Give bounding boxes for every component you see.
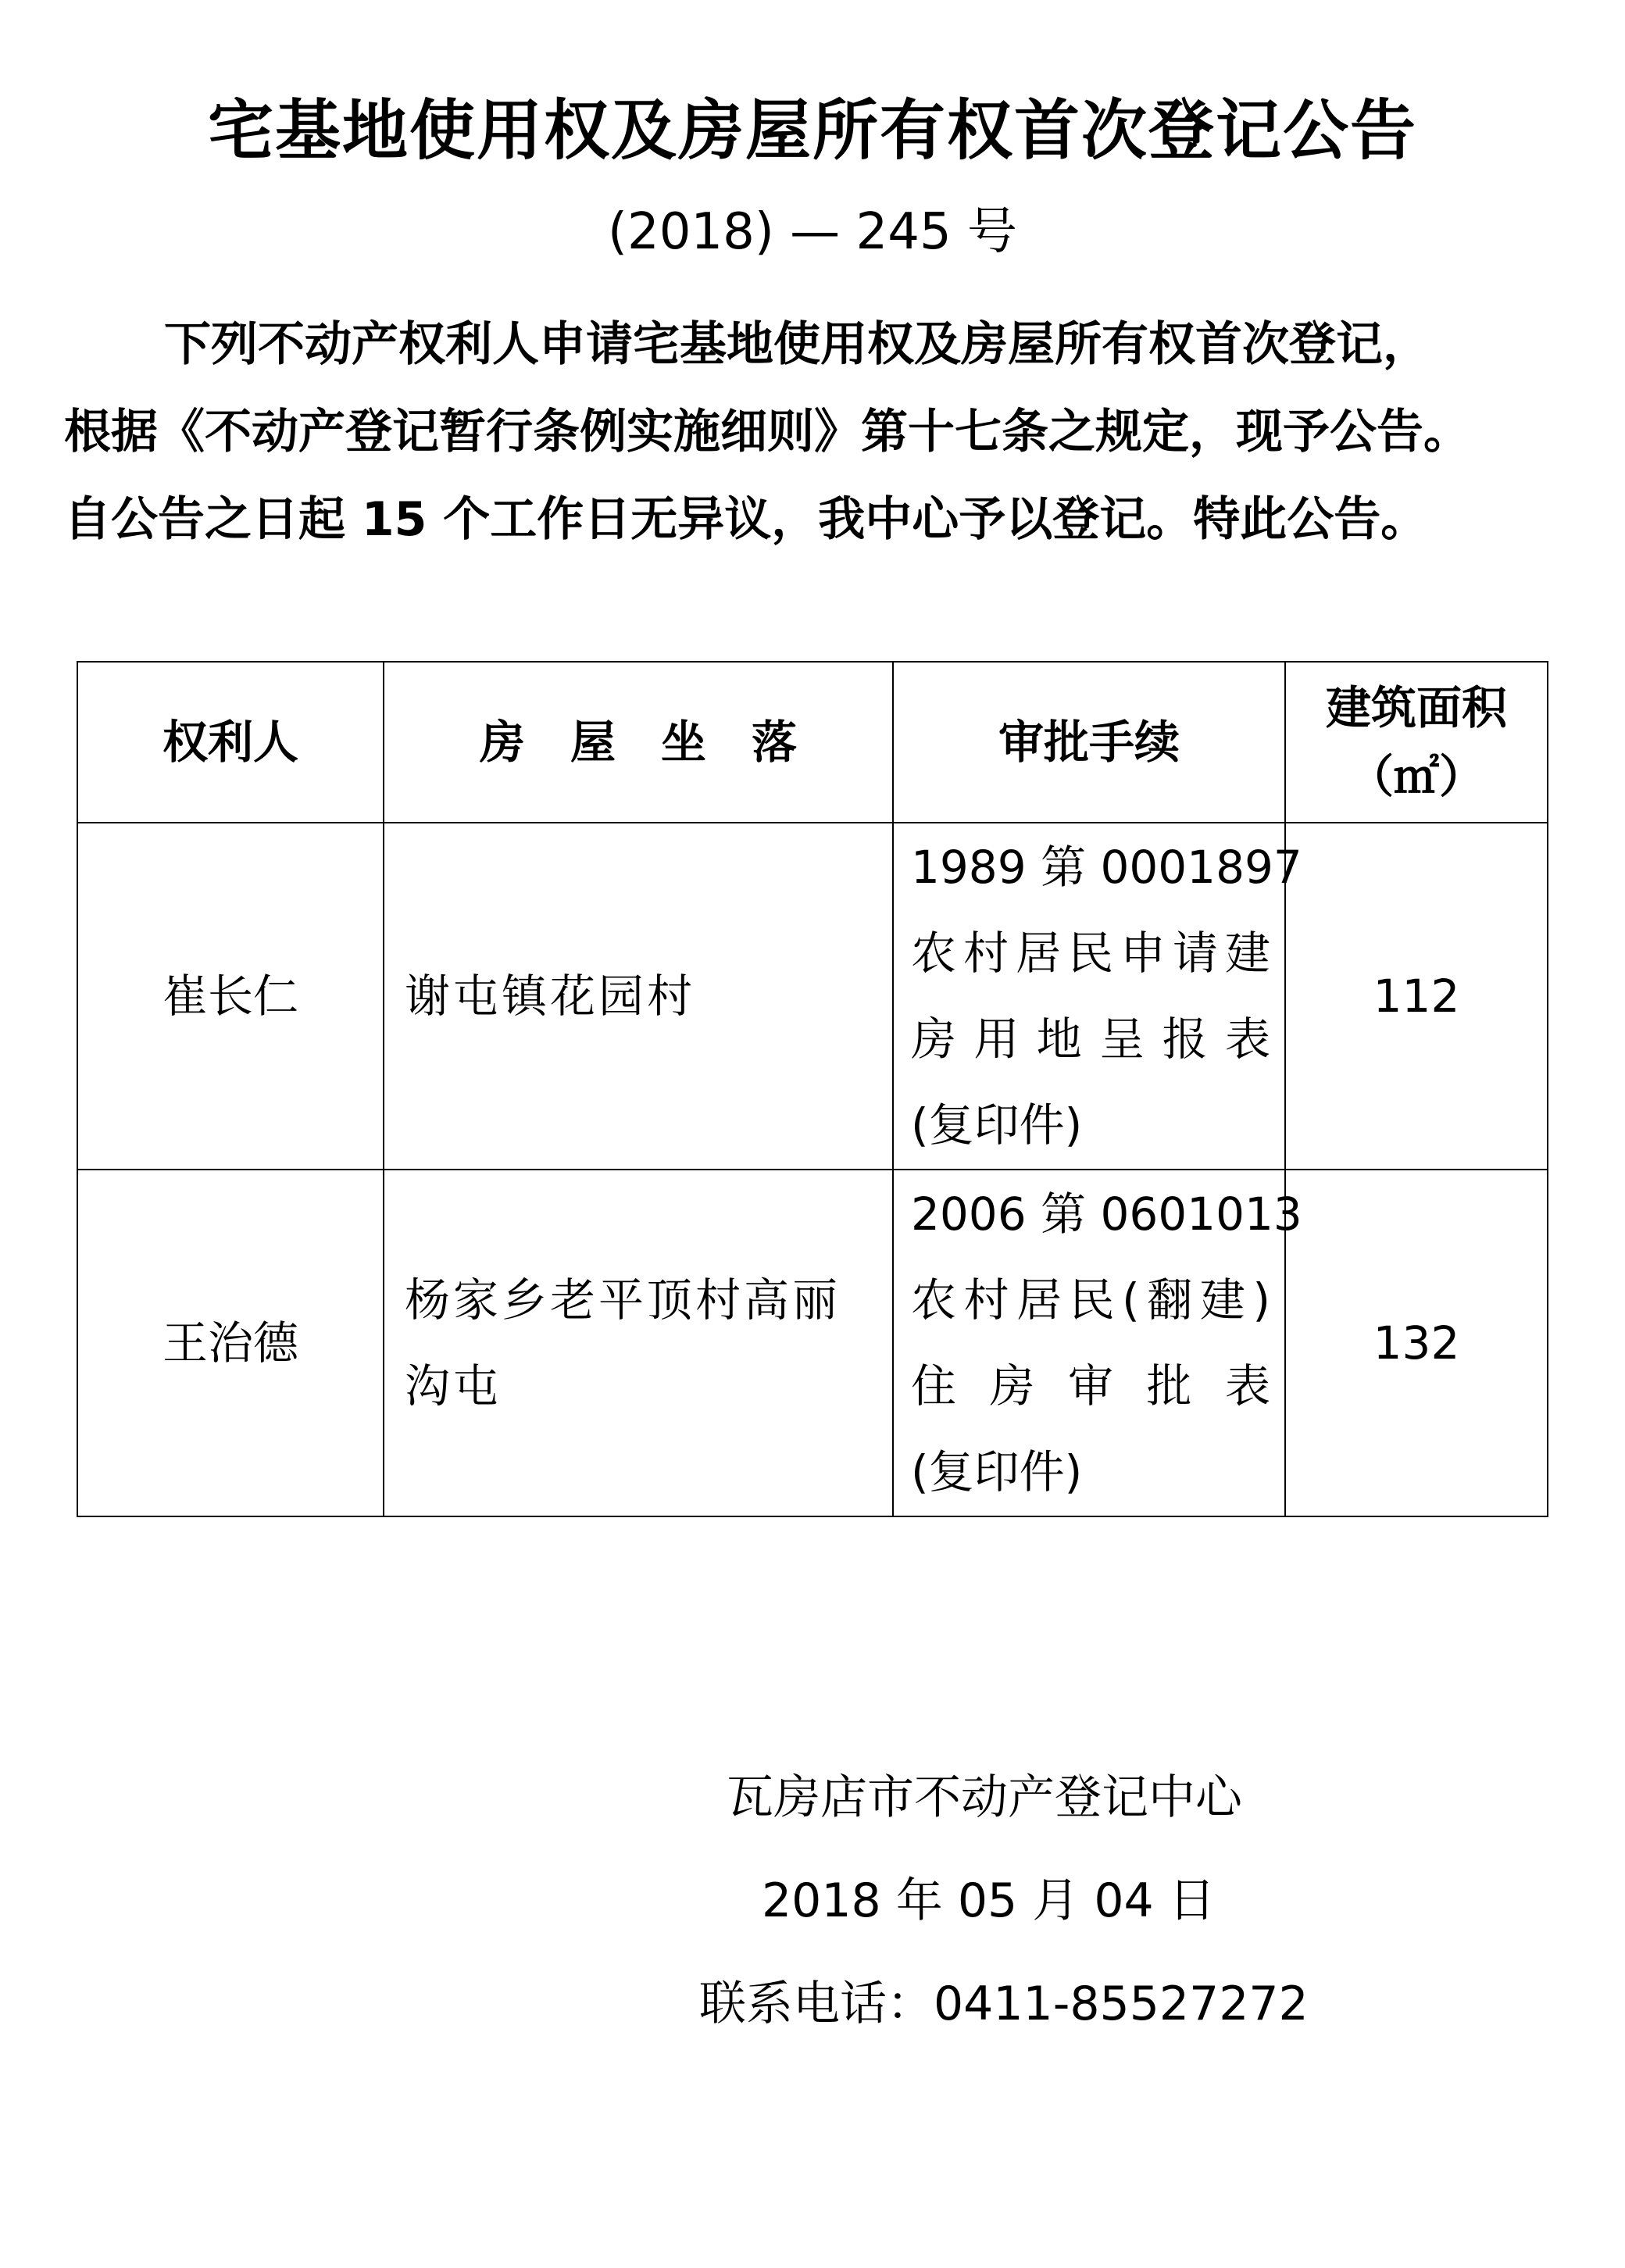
header-area	[1285, 662, 1548, 823]
page-title: 宅基地使用权及房屋所有权首次登记公告	[207, 92, 1417, 169]
document-number: (2018) — 245 号	[608, 203, 1017, 261]
cell-location: 杨家乡老平顶村高丽沟屯	[384, 1170, 893, 1516]
intro-line: 自公告之日起 15 个工作日无异议，我中心予以登记。特此公告。	[64, 492, 1428, 547]
header-approval: 审批手续	[893, 662, 1285, 823]
approval-line: 农村居民申请建	[911, 927, 1270, 980]
table-row	[77, 1170, 1548, 1516]
approval-line: 2006 第 0601013	[911, 1188, 1302, 1241]
cell-approval	[893, 823, 1302, 1170]
issue-date: 2018 年 05 月 04 日	[762, 1873, 1216, 1928]
table-row	[77, 823, 1548, 1170]
cell-approval	[893, 1170, 1302, 1516]
registration-table	[77, 661, 1548, 1517]
header-area-unit: （㎡）	[1348, 750, 1484, 803]
cell-holder: 王治德	[77, 1170, 384, 1516]
header-location: 房 屋 坐 落	[384, 662, 893, 823]
header-holder: 权利人	[77, 662, 384, 823]
approval-line: (复印件)	[911, 1445, 1083, 1498]
cell-holder: 崔长仁	[77, 823, 384, 1170]
contact-phone: 联系电话：0411-85527272	[699, 1977, 1309, 2031]
intro-line: 根据《不动产登记暂行条例实施细则》第十七条之规定，现予公告。	[64, 405, 1470, 459]
approval-line: 住房审批表	[911, 1359, 1270, 1413]
intro-paragraph	[64, 301, 1580, 563]
cell-area: 112	[1285, 823, 1548, 1170]
approval-line: 1989 第 0001897	[911, 841, 1302, 894]
issuing-organization: 瓦房店市不动产登记中心	[727, 1770, 1242, 1825]
cell-area: 132	[1285, 1170, 1548, 1516]
table-header-row	[77, 662, 1548, 823]
intro-line: 下列不动产权利人申请宅基地使用权及房屋所有权首次登记，	[164, 317, 1430, 372]
approval-line: 房用地呈报表	[911, 1013, 1270, 1066]
header-area-label: 建筑面积	[1325, 681, 1507, 734]
approval-line: (复印件)	[911, 1098, 1083, 1152]
approval-line: 农村居民(翻建)	[911, 1273, 1270, 1327]
cell-location: 谢屯镇花园村	[384, 823, 893, 1170]
